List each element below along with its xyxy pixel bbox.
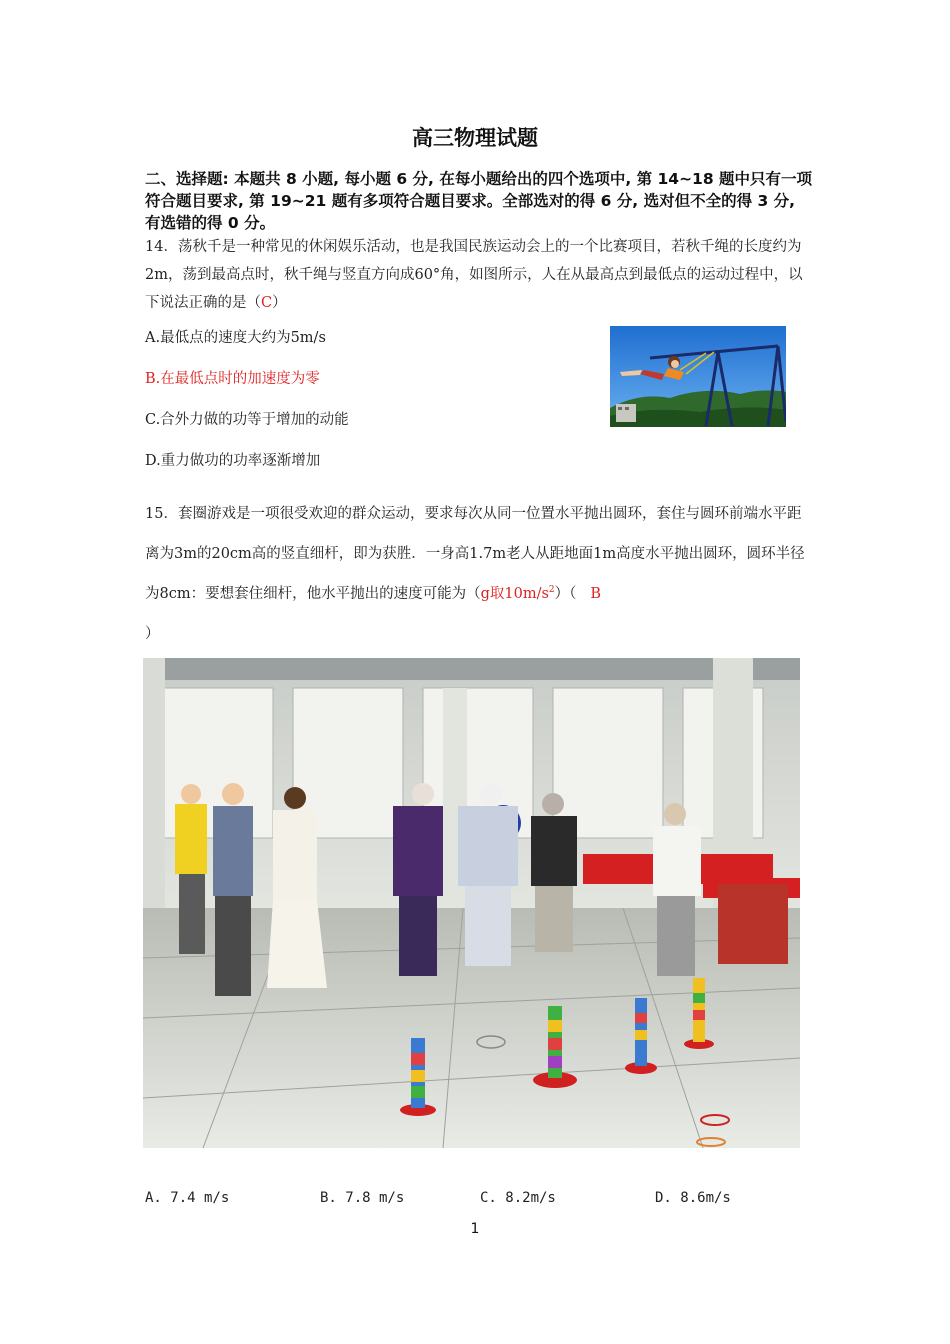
swing-photo: [610, 326, 786, 427]
question-15-answer: B: [590, 586, 602, 602]
question-15-option-d: D. 8.6m/s: [655, 1190, 731, 1206]
question-14-option-d: D.重力做功的功率逐渐增加: [145, 453, 321, 469]
question-15-mid: ）（: [554, 586, 577, 602]
section-header: 二、选择题: 本题共 8 小题, 每小题 6 分, 在每小题给出的四个选项中, 第 14~18 题中只有一项符合题目要求, 第 19~21 题有多项符合题目要求。全部选对的得 6 分, 选对但不全的得 3 分, 有选错的得 0 分。: [145, 170, 813, 232]
question-15-g-note: g取10m/s: [480, 586, 549, 602]
page-number: 1: [470, 1221, 480, 1237]
question-14-option-a: A.最低点的速度大约为5m/s: [145, 330, 326, 346]
question-15-option-b: B. 7.8 m/s: [320, 1190, 405, 1206]
question-14-close: ）: [272, 295, 287, 311]
question-15-option-a: A. 7.4 m/s: [145, 1190, 230, 1206]
question-14-answer: C: [261, 295, 273, 311]
ring-toss-photo: [143, 658, 800, 1148]
page-title: 高三物理试题: [412, 126, 538, 150]
question-15-text: 15．套圈游戏是一项很受欢迎的群众运动，要求每次从同一位置水平抛出圆环，套住与圆环前端水平距离为3m的20cm高的竖直细杆，即为获胜．一身高1.7m老人从距地面1m高度水平抛出圆环，圆环半径为8cm：要想套住细杆，他水平抛出的速度可能为（: [145, 506, 805, 602]
question-14-text: 14．荡秋千是一种常见的休闲娱乐活动，也是我国民族运动会上的一个比赛项目，若秋千绳的长度约为2m，荡到最高点时，秋千绳与竖直方向成60°角，如图所示，人在从最高点到最低点的运动过程中，以下说法正确的是（: [145, 239, 803, 311]
question-15-option-c: C. 8.2m/s: [480, 1190, 556, 1206]
question-14-option-c: C.合外力做的功等于增加的动能: [145, 412, 349, 428]
question-15-g-exponent: 2: [548, 585, 555, 596]
question-15-stem: [145, 494, 813, 654]
question-14-option-b: B.在最低点时的加速度为零: [145, 371, 320, 387]
question-15-close: ）: [145, 626, 160, 642]
question-14-stem: [145, 233, 813, 317]
